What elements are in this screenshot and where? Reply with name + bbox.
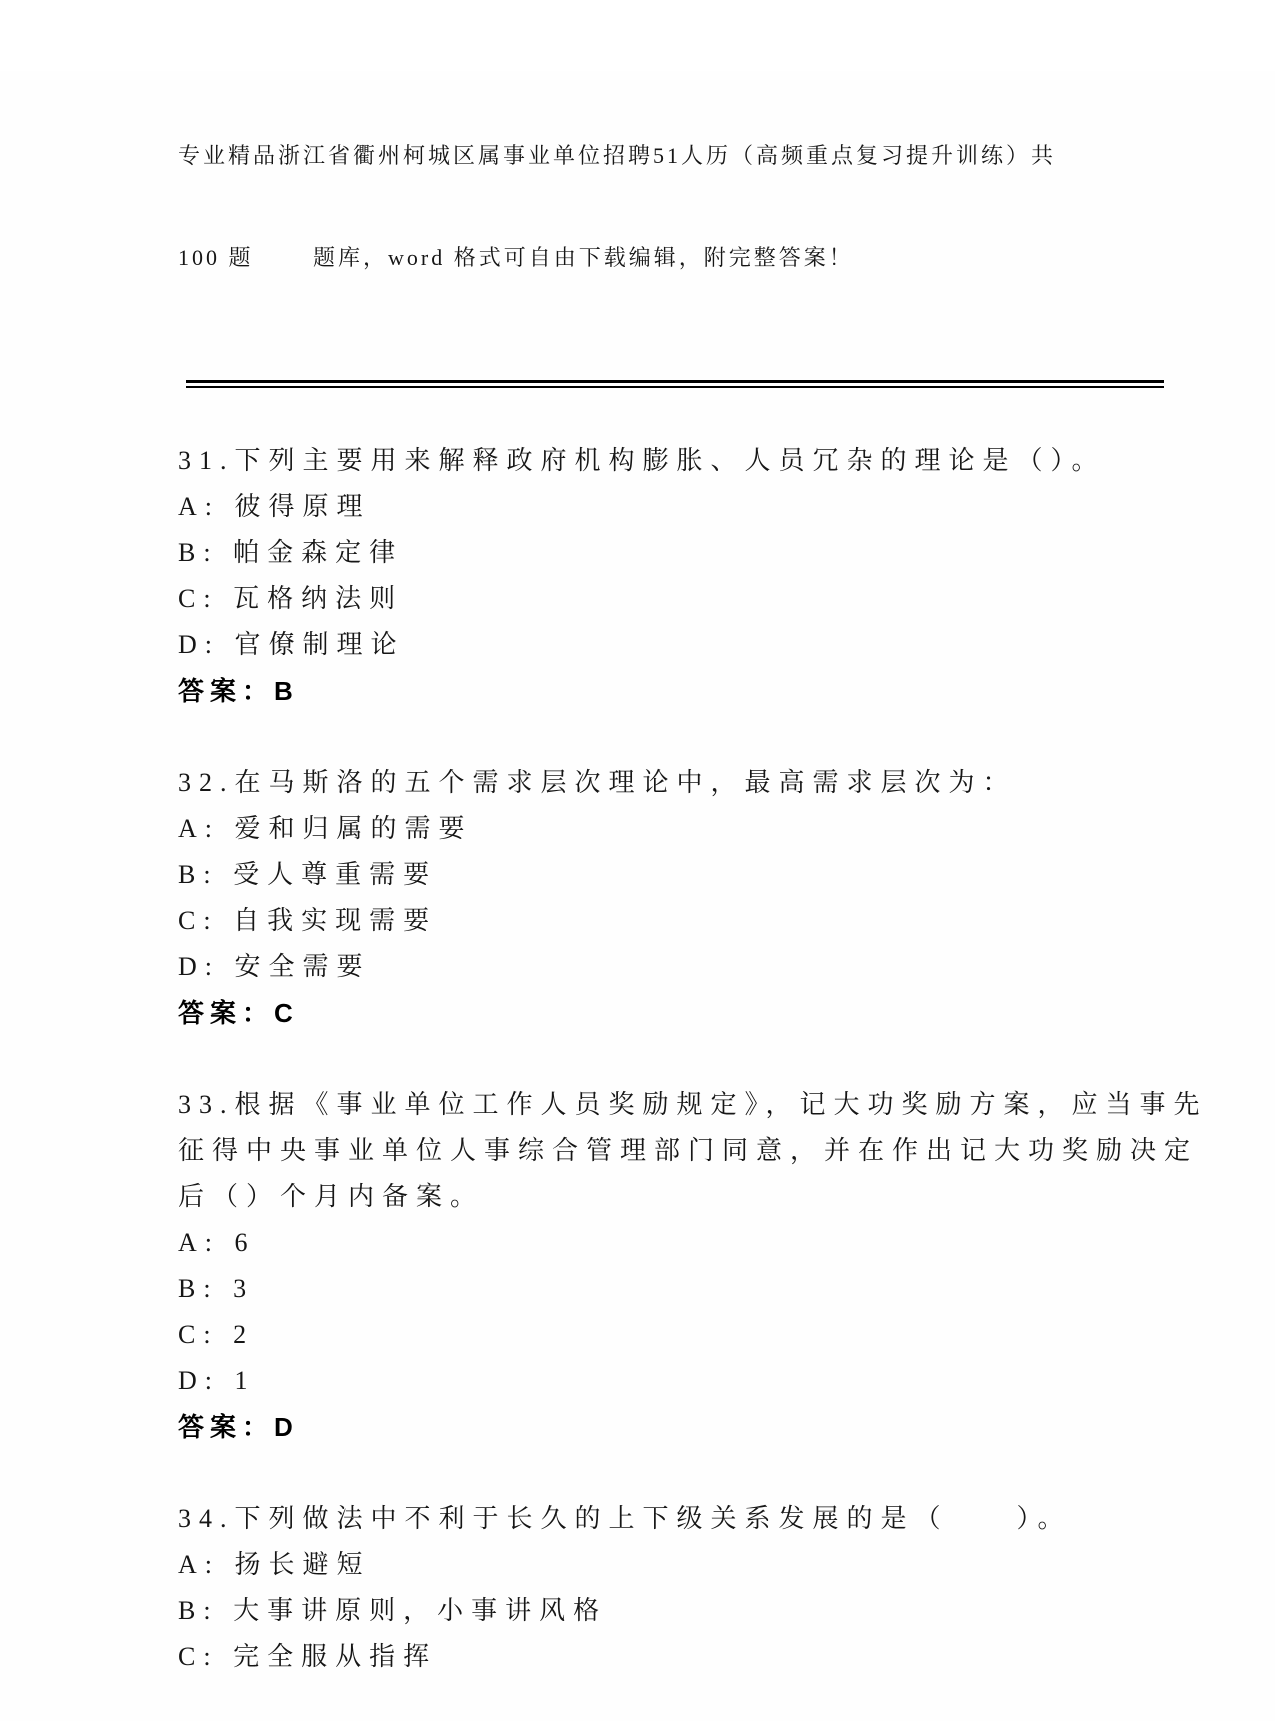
question-block-32 bbox=[178, 760, 1175, 1036]
question-33-option-c: C: 2 bbox=[178, 1320, 255, 1349]
question-34-option-a: A: 扬长避短 bbox=[178, 1550, 371, 1579]
question-31-option-b: B: 帕金森定律 bbox=[178, 538, 404, 567]
header-divider-double-rule bbox=[186, 380, 1164, 388]
question-32-answer: 答案：C bbox=[178, 998, 299, 1028]
question-34-text: 34.下列做法中不利于长久的上下级关系发展的是（ ）。 bbox=[178, 1504, 1072, 1533]
question-32-text: 32.在马斯洛的五个需求层次理论中，最高需求层次为： bbox=[178, 768, 1017, 797]
question-34-option-c: C: 完全服从指挥 bbox=[178, 1642, 438, 1671]
question-32-option-a: A: 爱和归属的需要 bbox=[178, 814, 473, 843]
question-31-text: 31.下列主要用来解释政府机构膨胀、人员冗杂的理论是（）。 bbox=[178, 446, 1106, 475]
document-header bbox=[178, 71, 1175, 343]
question-33-text-line-3: 后（）个月内备案。 bbox=[178, 1182, 485, 1211]
question-31-option-c: C: 瓦格纳法则 bbox=[178, 584, 404, 613]
question-32-option-b: B: 受人尊重需要 bbox=[178, 860, 438, 889]
question-33-option-b: B: 3 bbox=[178, 1274, 255, 1303]
question-33-option-d: D: 1 bbox=[178, 1366, 256, 1395]
question-block-31 bbox=[178, 438, 1175, 714]
question-31-answer: 答案：B bbox=[178, 676, 299, 706]
question-block-33 bbox=[178, 1082, 1208, 1450]
question-34-option-b: B: 大事讲原则，小事讲风格 bbox=[178, 1596, 608, 1625]
question-33-answer: 答案：D bbox=[178, 1412, 299, 1442]
question-31-option-d: D: 官僚制理论 bbox=[178, 630, 405, 659]
question-33-text-line-1: 33.根据《事业单位工作人员奖励规定》，记大功奖励方案，应当事先 bbox=[178, 1090, 1208, 1119]
question-block-34 bbox=[178, 1496, 1175, 1680]
header-line-2: 100 题 题库，word 格式可自由下载编辑，附完整答案！ bbox=[178, 245, 854, 270]
document-page bbox=[0, 71, 1275, 1721]
question-33-option-a: A: 6 bbox=[178, 1228, 256, 1257]
question-32-option-c: C: 自我实现需要 bbox=[178, 906, 438, 935]
header-line-1: 专业精品浙江省衢州柯城区属事业单位招聘51人历（高频重点复习提升训练）共 bbox=[178, 143, 1057, 168]
question-31-option-a: A: 彼得原理 bbox=[178, 492, 371, 521]
question-32-option-d: D: 安全需要 bbox=[178, 952, 371, 981]
question-33-text-line-2: 征得中央事业单位人事综合管理部门同意，并在作出记大功奖励决定 bbox=[178, 1136, 1199, 1165]
